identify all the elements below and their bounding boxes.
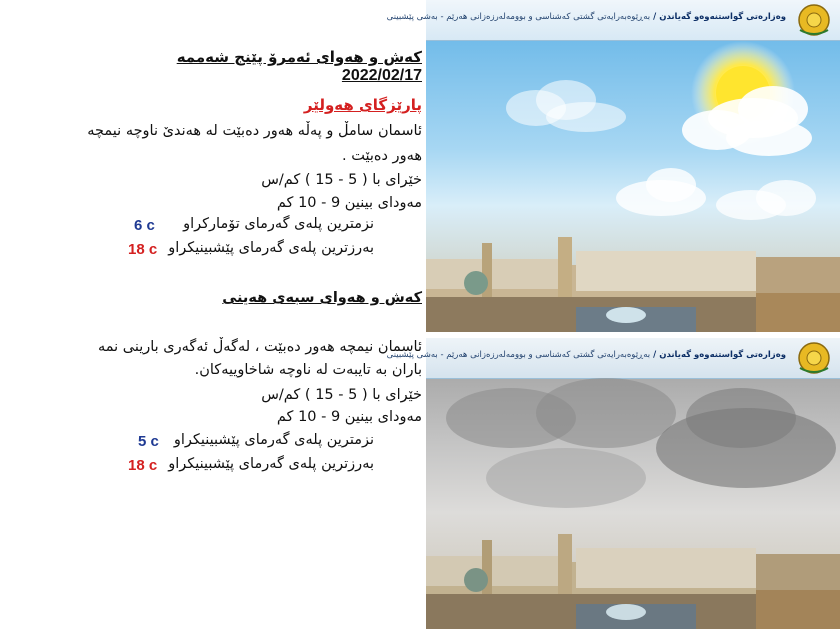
tomorrow-max-value: 18 c [128,457,158,474]
today-max-value: 18 c [128,241,158,258]
banner-text: وەزارەتی گواستنەوەو گەیاندن / بەڕێوەبەرایەتی گشتی کەشناسی و بوومەلەرزەزانی هەرێم - بەشی پێشبینی [386,350,786,360]
ministry-banner [386,0,840,41]
citadel-cityscape-image [426,237,840,332]
tomorrow-wind: خێرای با ( 5 - 15 ) کم/س [261,387,422,403]
title-text: کەش و هەوای ئەمرۆ پێنج شەممە [176,48,422,66]
kurdistan-emblem-icon [794,2,834,38]
title-date: 2022/02/17 [341,67,422,84]
tomorrow-visibility: مەودای بینین 9 - 10 کم [276,409,422,425]
ministry-banner [386,338,840,379]
banner-subtitle: بەڕێوەبەرایەتی گشتی کەشناسی و بوومەلەرزەزانی هەرێم - بەشی پێشبینی [386,350,651,360]
today-min-label: نزمترین پلەی گەرمای تۆمارکراو [183,216,374,232]
page-title [82,48,422,85]
banner-subtitle: بەڕێوەبەرایەتی گشتی کەشناسی و بوومەلەرزەزانی هەرێم - بەشی پێشبینی [386,12,651,22]
tomorrow-min-label: نزمترین پلەی گەرمای پێشبینیکراو [173,432,374,448]
banner-ministry: وەزارەتی گواستنەوەو گەیاندن [659,350,786,360]
sunny-weather-image [386,0,840,332]
banner-ministry: وەزارەتی گواستنەوەو گەیاندن [659,12,786,22]
region-title: پارێزگای هەولێر [303,96,422,114]
today-visibility: مەودای بینین 9 - 10 کم [276,195,422,211]
citadel-cityscape-image [426,534,840,629]
banner-text: وەزارەتی گواستنەوەو گەیاندن / بەڕێوەبەرایەتی گشتی کەشناسی و بوومەلەرزەزانی هەرێم - بەشی پێشبینی [386,12,786,22]
kurdistan-emblem-icon [794,340,834,376]
today-min-value: 6 c [134,217,155,234]
today-wind: خێرای با ( 5 - 15 ) کم/س [261,172,422,188]
today-max-label: بەرزترین پلەی گەرمای پێشبینیکراو [168,240,374,256]
tomorrow-max-label: بەرزترین پلەی گەرمای پێشبینیکراو [168,456,374,472]
cloudy-weather-image [386,338,840,629]
tomorrow-description-line2: باران بە تایبەت لە ناوچە شاخاوییەکان. [194,362,422,378]
today-description-line2: هەور دەبێت . [342,148,422,164]
tomorrow-min-value: 5 c [138,433,159,450]
today-description-line1: ئاسمان سامڵ و پەڵە هەور دەبێت لە هەندێ ناوچە نیمچە [87,123,422,139]
tomorrow-title: کەش و هەوای سبەی هەینی [222,290,422,306]
tomorrow-description-line1: ئاسمان نیمچە هەور دەبێت ، لەگەڵ ئەگەری بارینی نمە [97,339,422,355]
